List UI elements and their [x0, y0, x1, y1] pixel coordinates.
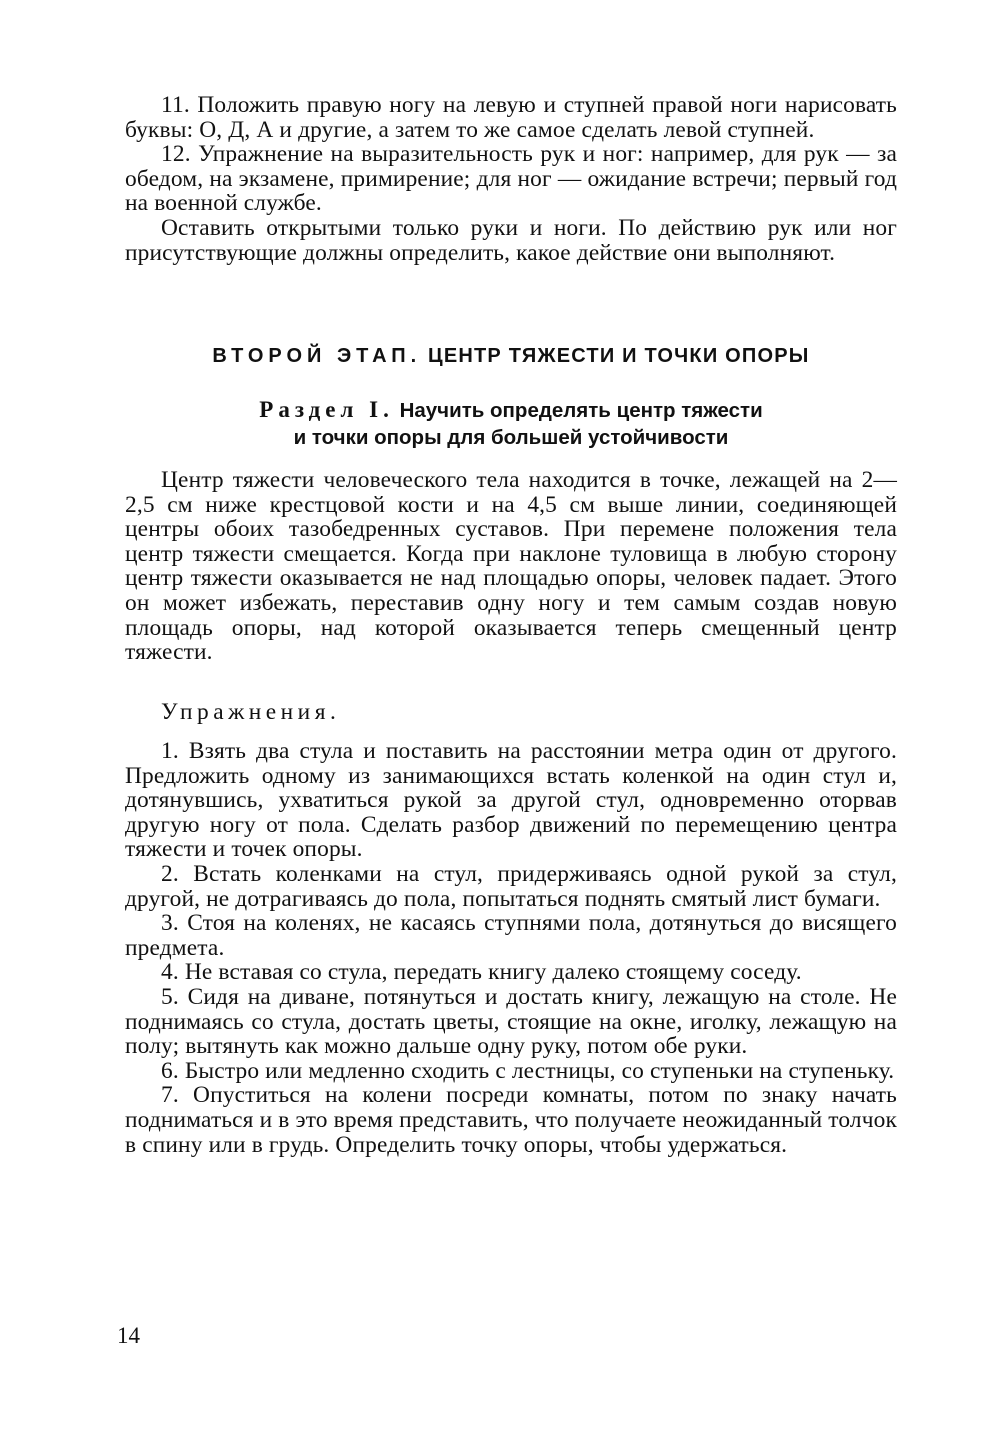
part-heading	[125, 345, 897, 368]
part-heading-stage: ВТОРОЙ ЭТАП.	[212, 345, 422, 367]
exercise-11: 11. Положить правую ногу на левую и ступней правой ноги нарисовать буквы: О, Д, А и другие, а затем то же самое сделать левой ступней.	[125, 92, 897, 143]
page-number: 14	[117, 1323, 140, 1348]
exercises-list	[125, 739, 897, 1157]
exercise-12: 12. Упражнение на выразительность рук и ног: например, для рук — за обедом, на экзамене, примирение; для ног — ожидание встречи; первый год на военной службе.	[125, 141, 897, 217]
exercise-item: 1. Взять два стула и поставить на расстоянии метра один от другого. Предложить одному из занимающихся встать коленкой на один стул и, дотянувшись, ухватиться рукой за другой стул, одновременно оторвав другую ногу от пола. Сделать разбор движений по перемещению центра тяжести и точек опоры.	[125, 738, 897, 863]
exercises-label-block	[125, 700, 897, 725]
exercise-12-note: Оставить открытыми только руки и ноги. По действию рук или ног присутствующие должны определить, какое действие они выполняют.	[125, 214, 897, 266]
section-label: Раздел I.	[259, 397, 394, 422]
exercises-label: Упражнения.	[161, 699, 341, 725]
section-title-line2: и точки опоры для большей устойчивости	[293, 426, 729, 449]
section-heading	[125, 396, 897, 451]
exercise-item: 7. Опуститься на колени посреди комнаты, потом по знаку начать подниматься и в это время представить, что получаете неожиданный толчок в спину или в грудь. Определить точку опоры, чтобы удержаться.	[125, 1082, 897, 1158]
exercise-item: 4. Не вставая со стула, передать книгу далеко стоящему соседу.	[161, 959, 802, 986]
part-heading-title: ЦЕНТР ТЯЖЕСТИ И ТОЧКИ ОПОРЫ	[428, 345, 810, 367]
intro-paragraph-block	[125, 468, 897, 665]
top-paragraphs	[125, 93, 897, 265]
section-title-line1: Научить определять центр тяжести	[399, 399, 763, 422]
exercise-item: 3. Стоя на коленях, не касаясь ступнями пола, дотянуться до висящего предмета.	[125, 910, 897, 961]
exercise-item: 6. Быстро или медленно сходить с лестницы, со ступеньки на ступеньку.	[161, 1057, 895, 1084]
intro-paragraph: Центр тяжести человеческого тела находится в точке, лежащей на 2—2,5 см ниже крестцовой кости и на 4,5 см выше линии, соединяющей центры обоих тазобедренных суставов. При перемене положения тела центр тяжести смещается. Когда при наклоне туловища в любую сторону центр тяжести оказывается не над площадью опоры, человек падает. Этого он может избежать, переставив одну ногу и тем самым создав новую площадь опоры, над которой оказывается теперь смещенный центр тяжести.	[125, 467, 897, 666]
exercise-item: 2. Встать коленками на стул, придерживаясь одной рукой за стул, другой, не дотрагиваясь до пола, попытаться поднять смятый лист бумаги.	[125, 860, 897, 912]
section-heading-line1	[125, 396, 897, 424]
exercise-item: 5. Сидя на диване, потянуться и достать книгу, лежащую на столе. Не поднимаясь со стула, достать цветы, стоящие на окне, иголку, лежащую на полу; вытянуть как можно дальше одну руку, потом обе руки.	[125, 983, 897, 1060]
